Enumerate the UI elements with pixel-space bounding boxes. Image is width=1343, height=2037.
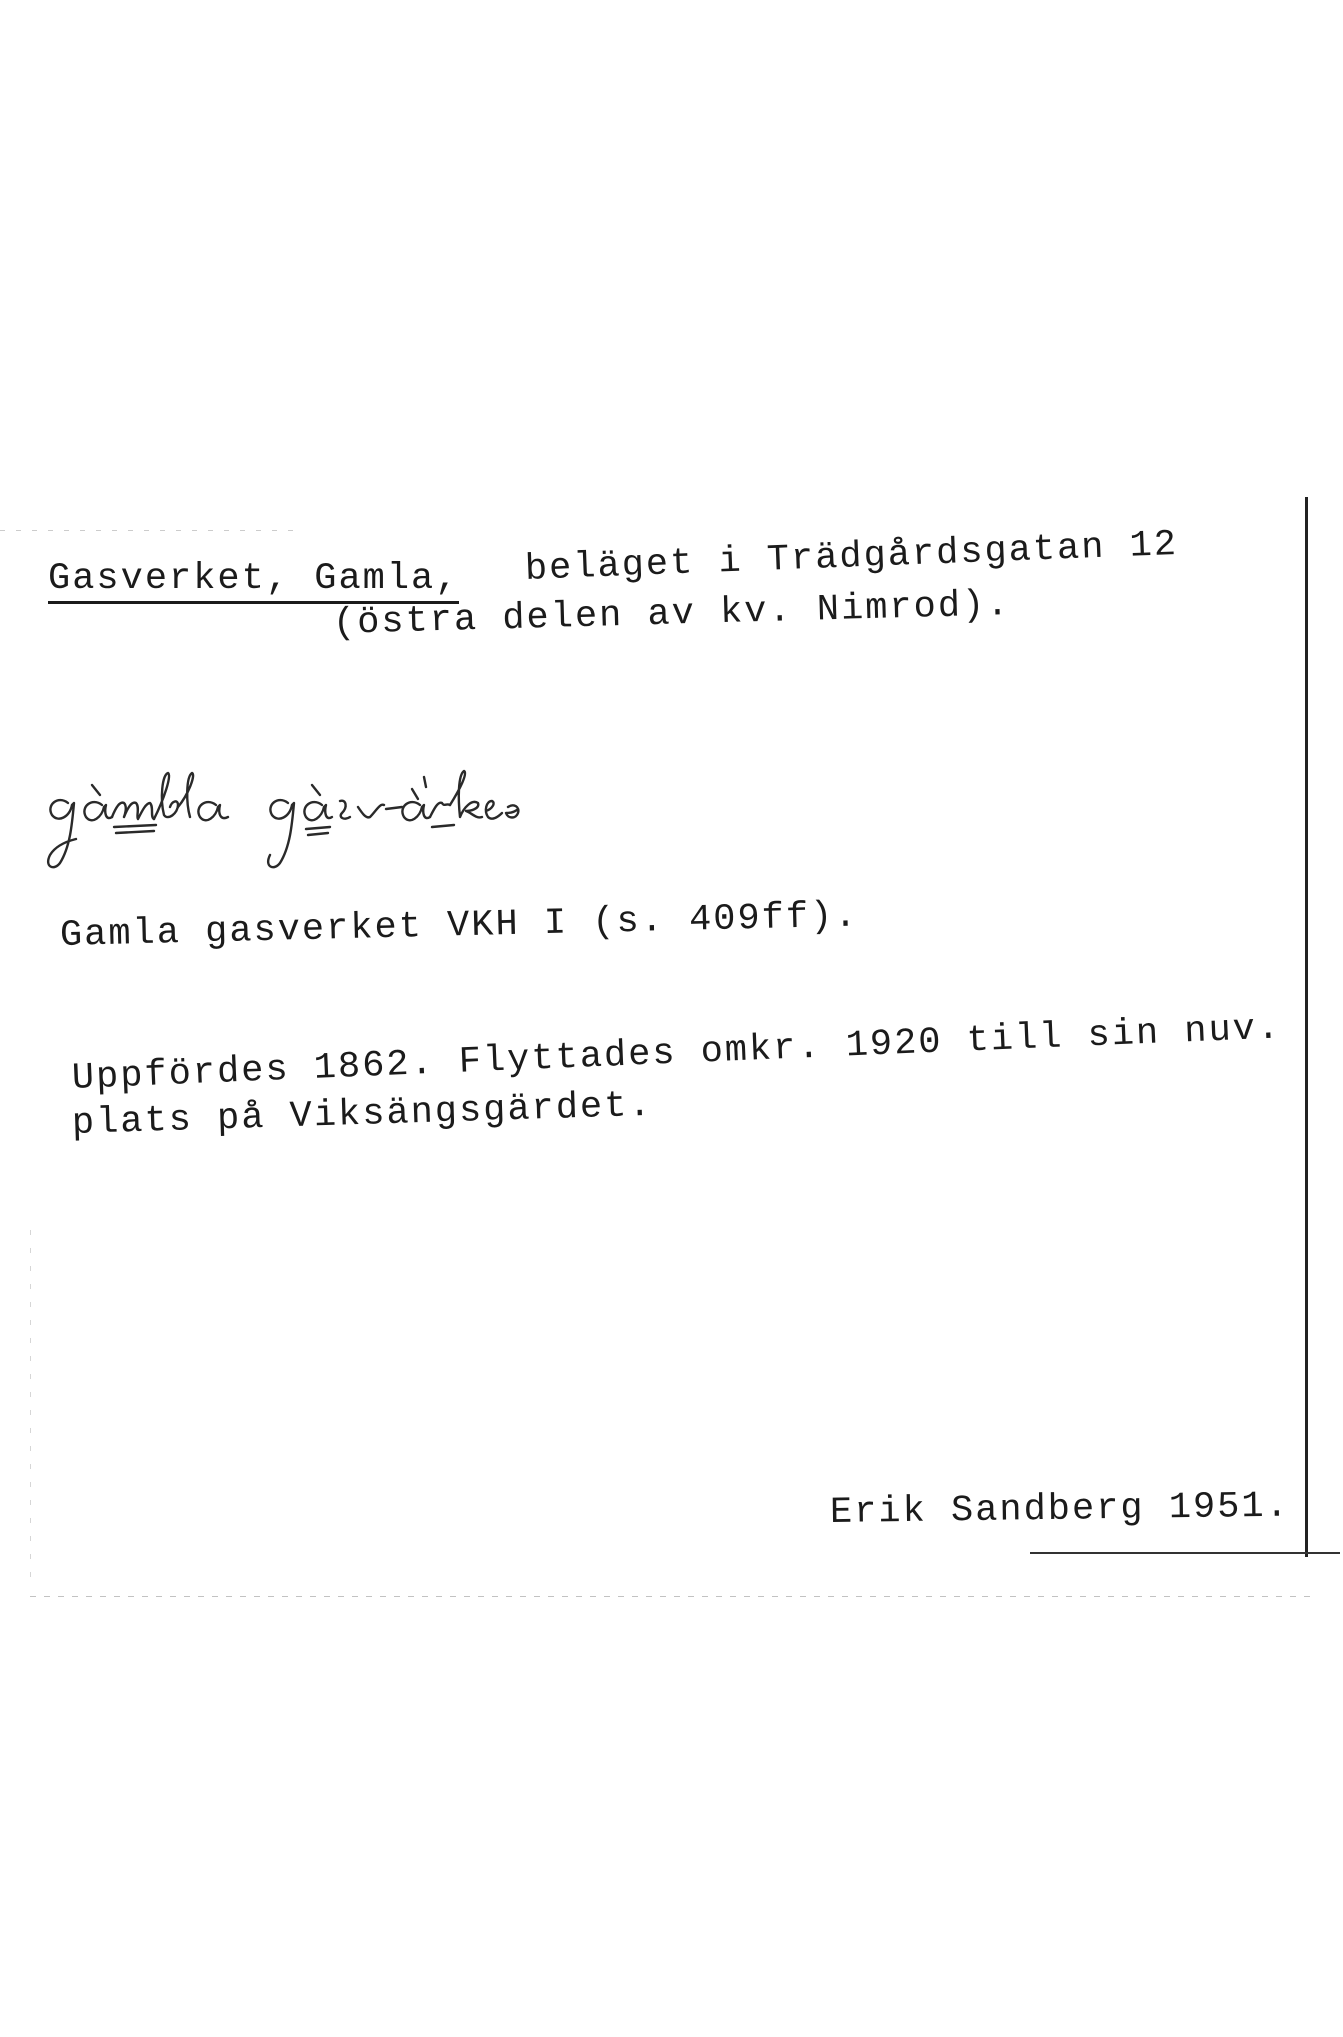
card-headword: Gasverket, Gamla, (48, 558, 459, 604)
history-line-1: Uppfördes 1862. Flyttades omkr. 1920 till sin nuv. (71, 1007, 1283, 1100)
card-bottom-edge-faint (30, 1596, 1310, 1597)
card-top-edge-faint (0, 530, 300, 531)
card-right-edge (1305, 497, 1308, 1557)
signature-line: Erik Sandberg 1951. (829, 1485, 1291, 1534)
handwritten-dialect-form (40, 755, 760, 875)
location-line-1: beläget i Trädgårdsgatan 12 (524, 523, 1179, 591)
card-bottom-edge (1030, 1552, 1340, 1554)
location-line-2: (östra delen av kv. Nimrod). (332, 584, 1012, 645)
reference-line: Gamla gasverket VKH I (s. 409ff). (59, 895, 860, 957)
card-left-edge-faint (30, 1230, 31, 1590)
history-line-2: plats på Viksängsgärdet. (71, 1084, 654, 1145)
